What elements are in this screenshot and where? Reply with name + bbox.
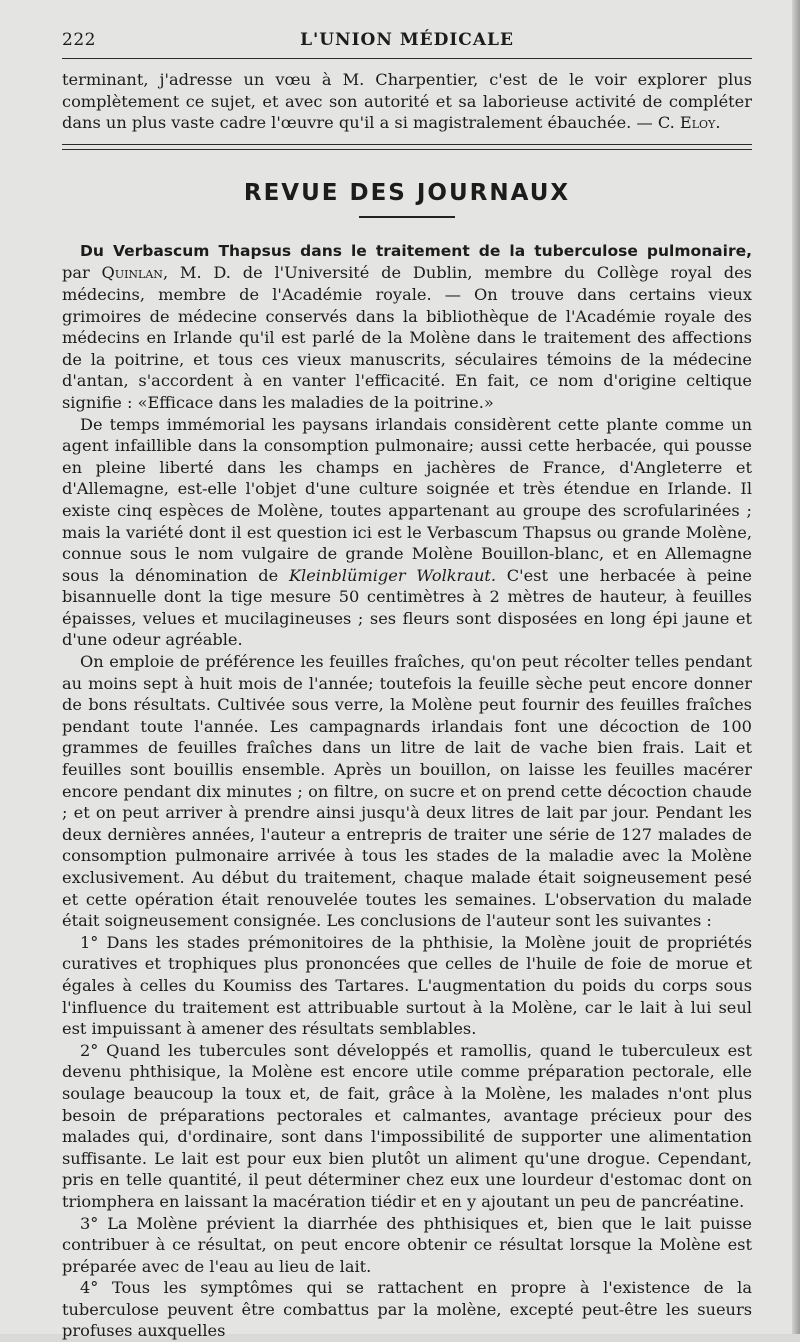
header-rule	[62, 58, 752, 59]
page-edge-shadow	[792, 0, 800, 1334]
article-by: par	[62, 263, 102, 283]
article-paragraph-7: 4° Tous les symptômes qui se rattachent en propre à l'existence de la tuberculose peuvent être combattus par la molène, excepté peut-être les sueurs profuses auxquelles	[62, 1278, 752, 1341]
section-title-rule	[359, 216, 455, 218]
intro-paragraph	[62, 69, 752, 134]
article-p2-italic: Kleinblümiger Wolkraut.	[288, 565, 497, 585]
article-p2-text-b: C'est une herbacée à peine bisannuelle dont la tige mesure 50 centimètres à 2 mètres de hauteur, à feuilles épaisses, velues et mucilagineuses ; ses fleurs sont disposées en long épi jaune et d'une odeur agréable.	[62, 565, 752, 650]
page-header	[62, 26, 752, 56]
article-paragraph-4: 1° Dans les stades prémonitoires de la phthisie, la Molène jouit de propriétés curatives et trophiques plus prononcées que celles de l'huile de foie de morue et égales à celles du Koumiss des Tartares. L'augmentation du poids du corps sous l'influence du traitement est attribuable surtout à la Molène, car le lait à lui seul est impuissant à amener des résultats semblables.	[62, 932, 752, 1039]
intro-signature: C. Eloy.	[657, 113, 721, 133]
article-p2-text-a: De temps immémorial les paysans irlandais considèrent cette plante comme un agent infaillible dans la consomption pulmonaire; aussi cette herbacée, qui pousse en pleine liberté dans les champs en jachères de France, d'Angleterre et d'Allemagne, est-elle l'objet d'une culture soignée et très étendue en Irlande. Il existe cinq espèces de Molène, toutes appartenant au groupe des scrofularinées ; mais la variété dont il est question ici est le Verbascum Thapsus ou grande Molène, connue sous le nom vulgaire de grande Molène Bouillon-blanc, et en Allemagne sous la dénomination de	[62, 414, 752, 585]
page-number: 222	[62, 30, 96, 50]
running-title: L'UNION MÉDICALE	[300, 30, 514, 50]
article-p1-text: , M. D. de l'Université de Dublin, membre du Collège royal des médecins, membre de l'Académie royale. — On trouve dans certains vieux grimoires de médecine conservés dans la bibliothèque de l'Académie royale des médecins en Irlande qu'il est parlé de la Molène dans le traitement des affections de la poitrine, et tous ces vieux manuscrits, séculaires témoins de la médecine d'antan, s'accordent à en vanter l'efficacité. En fait, ce nom d'origine celtique signifie : «Efficace dans les maladies de la poitrine.»	[62, 263, 752, 412]
article-author: Quinlan	[101, 263, 163, 283]
intro-text: terminant, j'adresse un vœu à M. Charpentier, c'est de le voir explorer plus complètement ce sujet, et avec son autorité et sa laborieuse activité de compléter dans un plus vaste cadre l'œuvre qu'il a si magistralement ébauchée. —	[62, 70, 752, 133]
article-paragraph-1	[62, 240, 752, 414]
article-paragraph-2	[62, 414, 752, 652]
article-paragraph-6: 3° La Molène prévient la diarrhée des phthisiques et, bien que le lait puisse contribuer à ce résultat, on peut encore obtenir ce résultat lorsque la Molène est préparée avec de l'eau au lieu de lait.	[62, 1213, 752, 1276]
section-title: REVUE DES JOURNAUX	[243, 179, 571, 206]
article-title: Du Verbascum Thapsus dans le traitement de la tuberculose pulmonaire,	[80, 241, 752, 260]
section-divider	[62, 144, 752, 150]
article-paragraph-5: 2° Quand les tubercules sont développés et ramollis, quand le tuberculeux est devenu phthisique, la Molène est encore utile comme préparation pectorale, elle soulage beaucoup la toux et, de fait, grâce à la Molène, les malades n'ont plus besoin de préparations pectorales et calmantes, avantage précieux pour des malades qui, d'ordinaire, sont dans l'impossibilité de supporter une alimentation suffisante. Le lait est pour eux bien plutôt un aliment qu'une drogue. Cependant, pris en telle quantité, il peut déterminer chez eux une lourdeur d'estomac dont on triomphera en laissant la macération tiédir et en y ajoutant un peu de pancréatine.	[62, 1040, 752, 1211]
article-paragraph-3: On emploie de préférence les feuilles fraîches, qu'on peut récolter telles pendant au moins sept à huit mois de l'année; toutefois la feuille sèche peut encore donner de bons résultats. Cultivée sous verre, la Molène peut fournir des feuilles fraîches pendant toute l'année. Les campagnards irlandais font une décoction de 100 grammes de feuilles fraîches dans un litre de lait de vache bien frais. Lait et feuilles sont bouillis ensemble. Après un bouillon, on laisse les feuilles macérer encore pendant dix minutes ; on filtre, on sucre et on prend cette décoction chaude ; et on peut arriver à prendre ainsi jusqu'à deux litres de lait par jour. Pendant les deux dernières années, l'auteur a entrepris de traiter une série de 127 malades de consomption pulmonaire arrivée à tous les stades de la maladie avec la Molène exclusivement. Au début du traitement, chaque malade était soigneusement pesé et cette opération était renouvelée toutes les semaines. L'observation du malade était soigneusement consignée. Les conclusions de l'auteur sont les suivantes :	[62, 652, 752, 931]
